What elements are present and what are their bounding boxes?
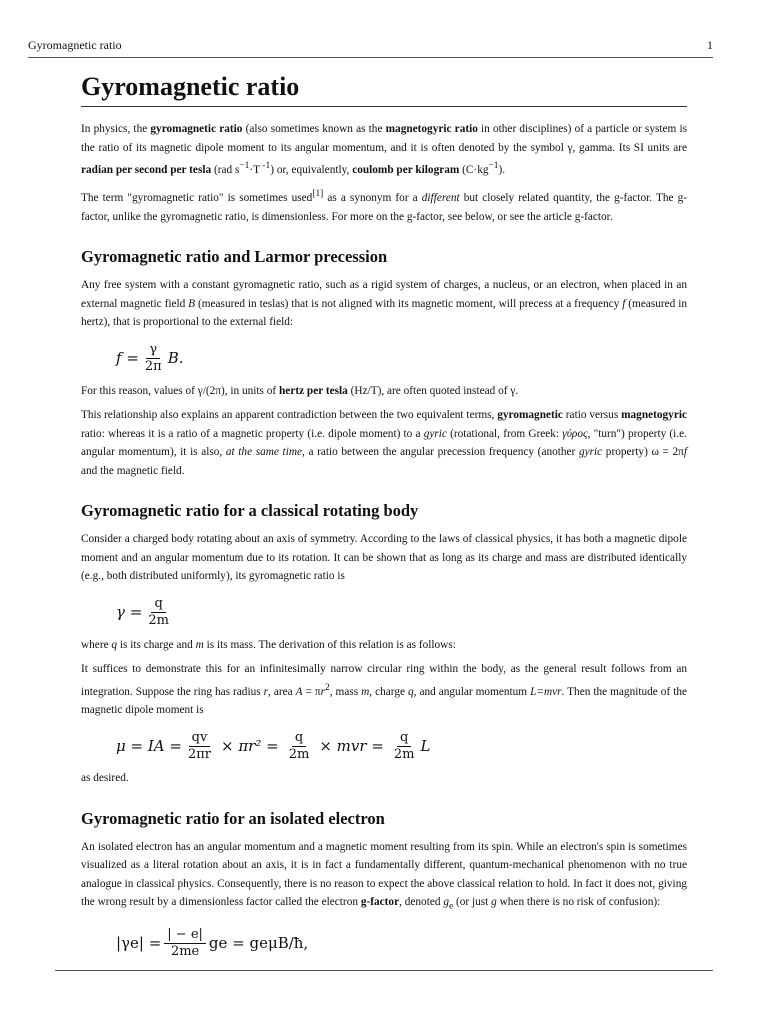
electron-ratio-equation: |γe| = $\frac{| - e|}{2me}$ ge = geμB/ħ, xyxy=(116,926,309,959)
intro-paragraph-2: The term "gyromagnetic ratio" is sometimes used[1] as a synonym for a different but closely related quantity, the g-factor. The g-factor, unlike the gyromagnetic ratio, is dimensionless. For more on the g-factor, see below, or see the article g-factor. xyxy=(81,189,688,223)
citation-1[interactable]: [1] xyxy=(312,189,324,200)
larmor-paragraph-3: This relationship also explains an apparent contradiction between the two equivalent terms, gyromagnetic ratio versus magnetogyric ratio: whereas it is a ratio of a magnetic property (i.e. dipole moment) to a gyric (rotational, from Greek: γύρος, "turn") property (i.e. angular momentum), it is also, at the same time, a ratio between the angular precession frequency (another gyric property) ω = 2πf and the magnetic field. xyxy=(81,409,687,477)
section-heading-electron: Gyromagnetic ratio for an isolated electron xyxy=(81,808,385,828)
article-body xyxy=(81,120,687,966)
larmor-paragraph-2: For this reason, values of γ/(2π), in units of hertz per tesla (Hz/T), are often quoted instead of γ. xyxy=(81,384,519,397)
larmor-equation: f = $\frac{\gamma}{2\pi}$ B. xyxy=(116,342,184,375)
electron-paragraph-1: An isolated electron has an angular momentum and a magnetic moment resulting from its spin. While an electron's spin is sometimes visualized as a literal rotation about an axis, it is in fact a fundamentally different, quantum-mechanical phenomenon with no true analogue in classical physics. Consequently, there is no reason to expect the above classical relation to hold. In fact it does not, giving the wrong result by a dimensionless factor called the electron g-factor, denoted $g_e$ (or just g when there is no risk of confusion): xyxy=(81,840,687,912)
classical-ratio-equation: γ = $\frac{q}{2m}$ xyxy=(116,596,169,629)
running-header xyxy=(28,38,713,58)
dipole-moment-equation: μ = IA = $\frac{qv}{2\pi r}$ × πr² = $\frac{q}{2m}$ × mvr = $\frac{q}{2m}$ L xyxy=(116,729,431,762)
coulomb-per-kilogram-link[interactable]: coulomb per kilogram xyxy=(352,163,460,176)
section-heading-larmor: Gyromagnetic ratio and Larmor precession xyxy=(81,247,388,267)
page-number: 1 xyxy=(707,38,713,52)
si-unit-link[interactable]: radian per second per tesla xyxy=(81,163,212,176)
page-title: Gyromagnetic ratio xyxy=(81,72,687,107)
section-heading-classical: Gyromagnetic ratio for a classical rotating body xyxy=(81,501,419,521)
classical-paragraph-3: It suffices to demonstrate this for an infinitesimally narrow circular ring within the body, as the general result follows from an integration. Suppose the ring has radius r, area $A = \pi r^2$, mass m, charge q, and angular momentum L=mvr. Then the magnitude of the magnetic dipole moment is xyxy=(81,663,688,716)
intro-paragraph-1: In physics, the gyromagnetic ratio (also sometimes known as the magnetogyric ratio in other disciplines) of a particle or system is the ratio of its magnetic dipole moment to its angular momentum, and it is often denoted by the symbol γ, gamma. Its SI units are radian per second per tesla (rad $s^{-1}\cdot T$ $^{-1}$) or, equivalently, coulomb per kilogram $(C\cdot kg^{-1})$. xyxy=(81,123,687,176)
classical-paragraph-2: where q is its charge and m is its mass. The derivation of this relation is as follows: xyxy=(81,638,456,651)
classical-paragraph-4: as desired. xyxy=(81,772,129,785)
larmor-paragraph-1: Any free system with a constant gyromagnetic ratio, such as a rigid system of charges, a nucleus, or an electron, when placed in an external magnetic field B (measured in teslas) that is not aligned with its magnetic moment, will precess at a frequency f (measured in hertz), that is proportional to the external field: xyxy=(81,279,688,329)
classical-paragraph-1: Consider a charged body rotating about an axis of symmetry. According to the laws of classical physics, it has both a magnetic dipole moment and an angular momentum due to its rotation. It can be shown that as long as its charge and mass are distributed identically (e.g., both distributed uniformly), its gyromagnetic ratio is xyxy=(81,533,687,583)
running-header-title: Gyromagnetic ratio xyxy=(28,38,122,52)
footer-rule xyxy=(55,970,713,971)
